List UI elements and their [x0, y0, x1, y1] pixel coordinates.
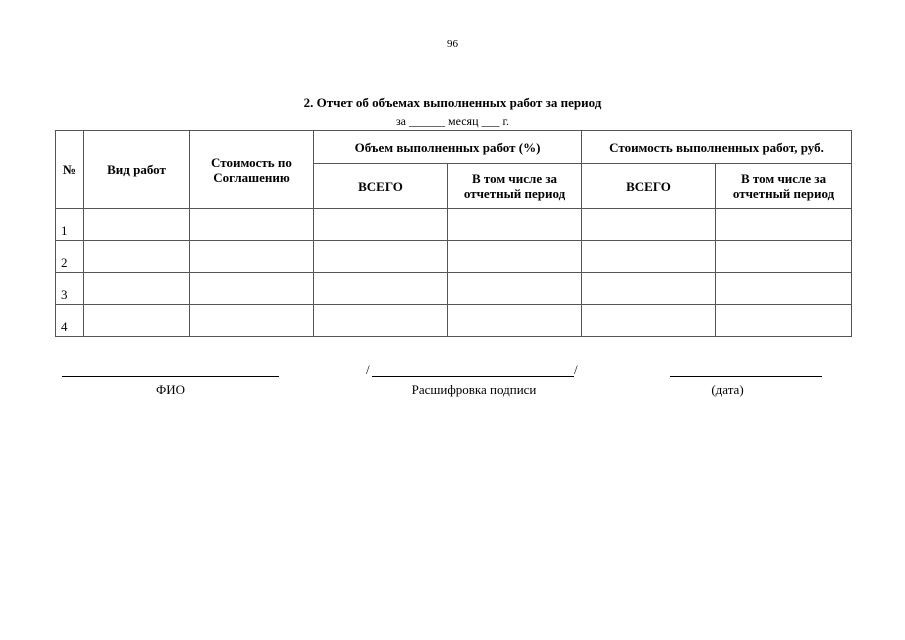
- table-cell: [448, 209, 582, 241]
- decode-slash-right: /: [574, 362, 578, 377]
- header-volume-total: ВСЕГО: [314, 164, 448, 209]
- page-number: 96: [447, 38, 458, 50]
- document-title: 2. Отчет об объемах выполненных работ за период: [303, 95, 602, 110]
- header-volume-period: В том числе за отчетный период: [448, 164, 582, 209]
- row-number: 2: [56, 241, 84, 273]
- table-cell: [716, 273, 852, 305]
- table-cell: [448, 273, 582, 305]
- document-subtitle: за ______ месяц ___ г.: [395, 114, 510, 128]
- report-table: [55, 130, 852, 337]
- table-cell: [84, 305, 190, 337]
- fio-label: ФИО: [155, 382, 186, 397]
- header-cost-group: Стоимость выполненных работ, руб.: [582, 131, 852, 164]
- table-row: [56, 241, 852, 273]
- table-cell: [190, 209, 314, 241]
- header-cost-agreement: Стоимость по Соглашению: [190, 131, 314, 209]
- table-cell: [84, 241, 190, 273]
- table-cell: [190, 241, 314, 273]
- date-line: [670, 376, 822, 377]
- decode-line: [372, 376, 574, 377]
- fio-line: [62, 376, 279, 377]
- table-cell: [314, 273, 448, 305]
- row-number: 4: [56, 305, 84, 337]
- header-cost-total: ВСЕГО: [582, 164, 716, 209]
- table-cell: [190, 273, 314, 305]
- header-volume-group: Объем выполненных работ (%): [314, 131, 582, 164]
- table-cell: [448, 241, 582, 273]
- table-cell: [582, 241, 716, 273]
- table-cell: [716, 241, 852, 273]
- table-row: [56, 273, 852, 305]
- table-cell: [716, 305, 852, 337]
- table-cell: [84, 209, 190, 241]
- table-cell: [314, 209, 448, 241]
- table-cell: [84, 273, 190, 305]
- table-header-row: [56, 131, 852, 164]
- date-label: (дата): [711, 382, 744, 397]
- table-row: [56, 209, 852, 241]
- table-cell: [448, 305, 582, 337]
- row-number: 3: [56, 273, 84, 305]
- header-num: №: [56, 131, 84, 209]
- header-work-type: Вид работ: [84, 131, 190, 209]
- header-cost-period: В том числе за отчетный период: [716, 164, 852, 209]
- table-cell: [314, 305, 448, 337]
- table-cell: [582, 305, 716, 337]
- table-cell: [190, 305, 314, 337]
- table-cell: [582, 209, 716, 241]
- row-number: 1: [56, 209, 84, 241]
- decode-label: Расшифровка подписи: [411, 382, 537, 397]
- table-cell: [582, 273, 716, 305]
- table-cell: [314, 241, 448, 273]
- table-cell: [716, 209, 852, 241]
- decode-slash-left: /: [366, 362, 370, 377]
- table-row: [56, 305, 852, 337]
